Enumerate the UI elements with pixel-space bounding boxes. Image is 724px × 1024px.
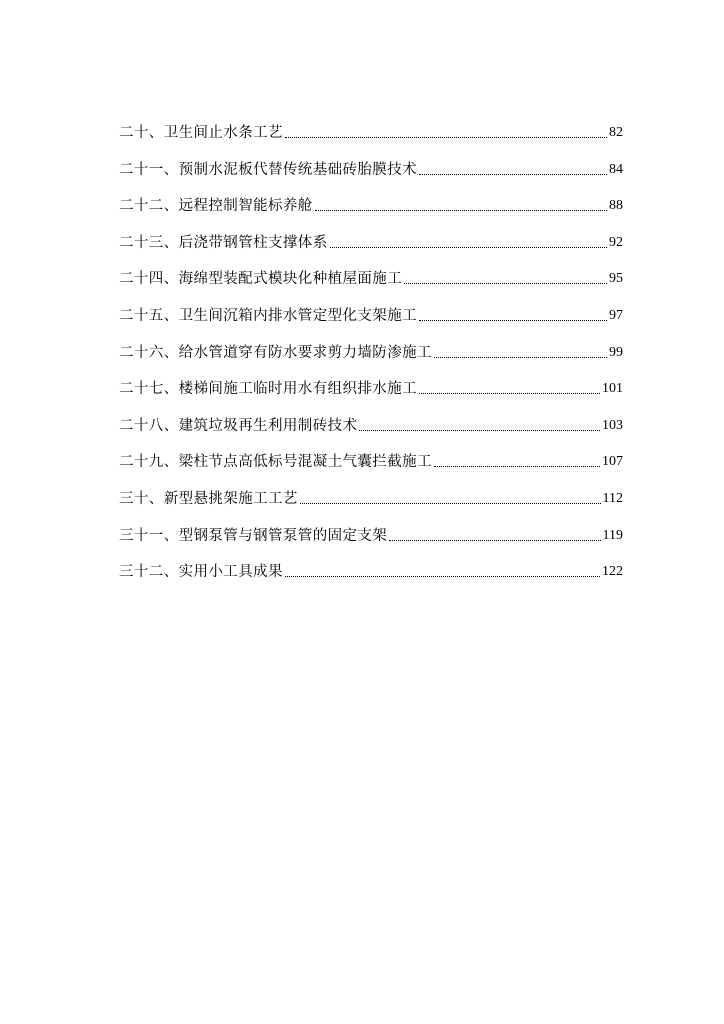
toc-entry-title: 二十七、楼梯间施工临时用水有组织排水施工 [119, 381, 417, 398]
dot-leader [419, 320, 607, 321]
toc-entry[interactable] [119, 301, 623, 325]
dot-leader [389, 540, 600, 541]
dot-leader [285, 576, 600, 577]
dot-leader [359, 430, 600, 431]
toc-entry[interactable] [119, 484, 623, 508]
toc-entry-title: 二十、卫生间止水条工艺 [119, 125, 283, 141]
toc-entry[interactable] [119, 228, 623, 252]
toc-entry-page: 88 [609, 198, 623, 214]
toc-entry-page: 97 [609, 307, 623, 323]
toc-entry-page: 112 [602, 490, 623, 506]
toc-entry-title: 三十一、型钢泵管与钢管泵管的固定支架 [119, 527, 388, 544]
toc-entry-page: 119 [602, 527, 623, 543]
toc-entry-page: 99 [609, 344, 623, 360]
toc-entry-page: 95 [609, 271, 623, 287]
toc-entry[interactable] [119, 118, 623, 142]
toc-entry-title: 二十六、给水管道穿有防水要求剪力墙防渗施工 [119, 344, 432, 361]
dot-leader [419, 174, 607, 175]
toc-entry[interactable] [119, 155, 623, 179]
toc-entry[interactable] [119, 521, 623, 545]
toc-entry[interactable] [119, 557, 623, 581]
toc-entry-title: 二十九、梁柱节点高低标号混凝土气囊拦截施工 [119, 454, 432, 471]
dot-leader [330, 247, 607, 248]
toc-entry-title: 三十二、实用小工具成果 [119, 564, 283, 581]
dot-leader [315, 210, 607, 211]
toc-entry-page: 84 [609, 161, 623, 177]
toc-entry-page: 82 [609, 125, 623, 140]
toc-entry-page: 101 [602, 381, 623, 397]
toc-entry-title: 三十、新型悬挑架施工工艺 [119, 490, 298, 507]
dot-leader [434, 357, 607, 358]
dot-leader [419, 393, 600, 394]
toc-entry-title: 二十二、远程控制智能标养舱 [119, 198, 313, 215]
toc-entry-page: 107 [602, 454, 623, 470]
toc-entry[interactable] [119, 264, 623, 288]
dot-leader [285, 137, 607, 138]
toc-entry-page: 92 [609, 234, 623, 250]
toc-entry-title: 二十一、预制水泥板代替传统基础砖胎膜技术 [119, 161, 417, 178]
dot-leader [300, 503, 601, 504]
toc-entry-title: 二十四、海绵型装配式模块化种植屋面施工 [119, 271, 403, 288]
toc-entry-title: 二十三、后浇带钢管柱支撑体系 [119, 234, 328, 251]
toc-entry[interactable] [119, 447, 623, 471]
dot-leader [434, 466, 600, 467]
toc-entry-page: 122 [602, 564, 623, 580]
toc-entry-title: 二十五、卫生间沉箱内排水管定型化支架施工 [119, 307, 417, 324]
toc-entry-title: 二十八、建筑垃圾再生利用制砖技术 [119, 417, 358, 434]
toc-entry[interactable] [119, 338, 623, 362]
toc-entry[interactable] [119, 374, 623, 398]
toc-entry[interactable] [119, 191, 623, 215]
toc-entry-page: 103 [602, 417, 623, 433]
dot-leader [404, 283, 607, 284]
toc-entry[interactable] [119, 411, 623, 435]
table-of-contents [119, 118, 623, 594]
